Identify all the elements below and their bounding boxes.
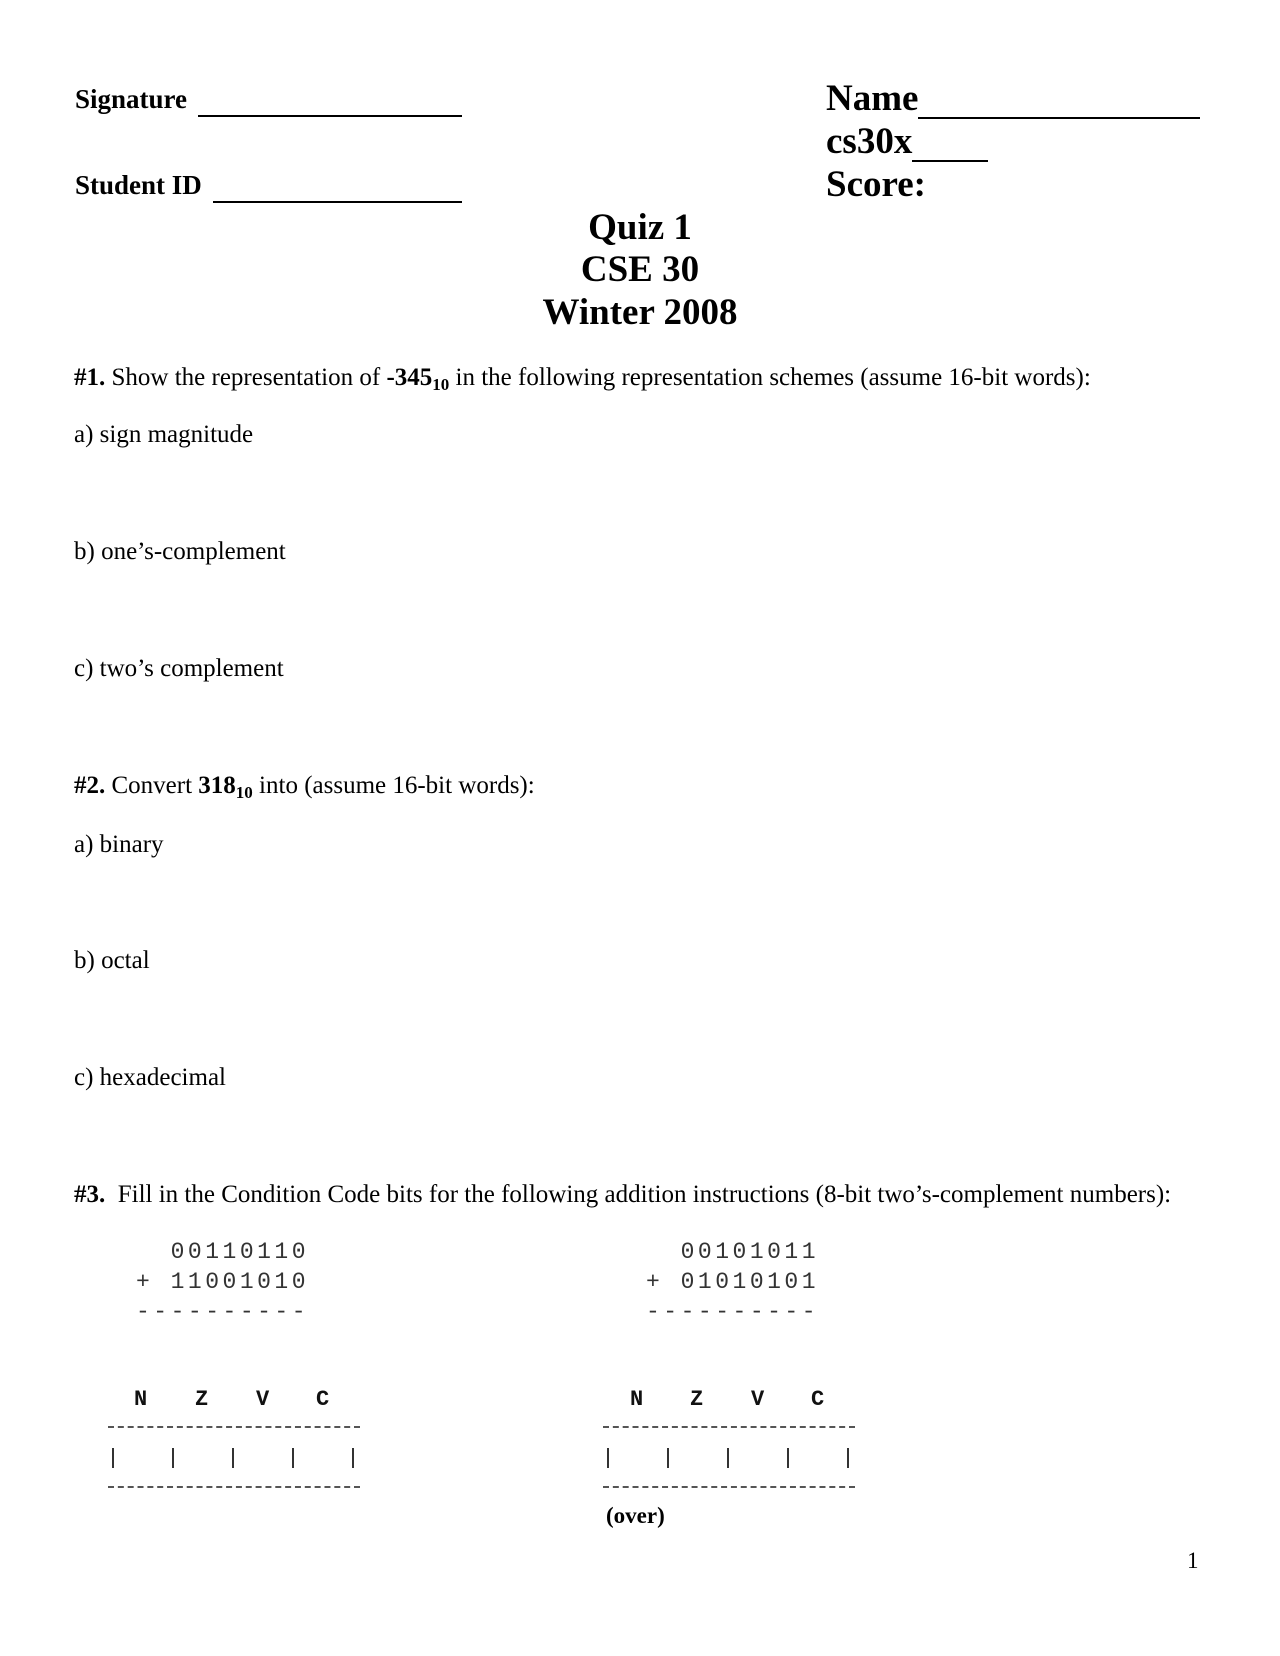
name-field xyxy=(826,80,1200,119)
question-1-base: 10 xyxy=(432,375,450,394)
problem-1-sum-rule: ---------- xyxy=(136,1299,310,1325)
question-1-part-a: a) sign magnitude xyxy=(74,421,254,448)
cc-table-1-bottom-border xyxy=(108,1486,360,1488)
cc-table-1-divider xyxy=(352,1448,354,1468)
cc-table-2-divider xyxy=(607,1448,609,1468)
cc-table-2-top-border xyxy=(603,1426,855,1428)
student-id-line[interactable] xyxy=(213,170,462,203)
problem-2-operand-2: + 01010101 xyxy=(646,1269,820,1295)
cc-table-1-divider xyxy=(112,1448,114,1468)
cc-table-2-divider xyxy=(847,1448,849,1468)
page-number: 1 xyxy=(1187,1548,1199,1573)
question-2 xyxy=(74,772,535,800)
cc-table-1-top-border xyxy=(108,1426,360,1428)
problem-2-operand-1: 00101011 xyxy=(646,1239,820,1265)
cc-table-2-divider xyxy=(667,1448,669,1468)
question-3-text: Fill in the Condition Code bits for the following addition instructions (8-bit two’s-complement numbers): xyxy=(117,1181,1172,1208)
problem-1-operand-2: + 11001010 xyxy=(136,1269,310,1295)
student-id-label: Student ID xyxy=(75,170,202,200)
question-2-text-after: into (assume 16-bit words): xyxy=(252,772,535,799)
question-2-part-a: a) binary xyxy=(74,831,164,858)
cc-table-2-divider xyxy=(787,1448,789,1468)
cc-table-2-label-c: C xyxy=(811,1387,825,1412)
cc-table-1-label-n: N xyxy=(134,1387,148,1412)
question-2-number: #2. xyxy=(74,772,106,799)
question-3-number: #3. xyxy=(74,1181,106,1208)
question-1-part-b: b) one’s-complement xyxy=(74,538,286,565)
cc-table-1-divider xyxy=(232,1448,234,1468)
question-1 xyxy=(74,364,1091,392)
term-title: Winter 2008 xyxy=(542,292,738,333)
cc-table-2-label-v: V xyxy=(751,1387,765,1412)
quiz-title: Quiz 1 xyxy=(588,207,692,248)
course-title: CSE 30 xyxy=(580,249,700,290)
cc-table-2-label-n: N xyxy=(630,1387,644,1412)
question-1-text-before: Show the representation of xyxy=(111,364,387,391)
question-1-part-c: c) two’s complement xyxy=(74,655,284,682)
section-label: cs30x xyxy=(826,121,913,162)
problem-2-sum-rule: ---------- xyxy=(646,1299,820,1325)
signature-label: Signature xyxy=(75,84,188,114)
name-label: Name xyxy=(826,78,919,119)
question-2-part-b: b) octal xyxy=(74,947,150,974)
cc-table-1-label-c: C xyxy=(316,1387,330,1412)
cc-table-1-divider xyxy=(172,1448,174,1468)
signature-line[interactable] xyxy=(198,84,462,117)
question-3 xyxy=(74,1181,1171,1209)
question-1-value: -345 xyxy=(386,364,433,391)
cc-table-2-divider xyxy=(727,1448,729,1468)
question-1-number: #1. xyxy=(74,364,106,391)
cc-table-2-label-z: Z xyxy=(690,1387,704,1412)
question-2-part-c: c) hexadecimal xyxy=(74,1064,226,1091)
cc-table-1-label-v: V xyxy=(256,1387,270,1412)
cc-table-1-divider xyxy=(292,1448,294,1468)
section-field xyxy=(826,123,988,162)
signature-field xyxy=(75,84,462,117)
cc-table-2-bottom-border xyxy=(603,1486,855,1488)
section-line[interactable] xyxy=(912,123,988,162)
name-line[interactable] xyxy=(918,80,1200,119)
question-1-text-after: in the following representation schemes (assume 16-bit words): xyxy=(449,364,1091,391)
student-id-field xyxy=(75,170,462,203)
cc-table-1-label-z: Z xyxy=(195,1387,209,1412)
question-2-value: 318 xyxy=(198,772,236,799)
question-2-base: 10 xyxy=(235,783,253,802)
over-note: (over) xyxy=(606,1503,665,1528)
score-label: Score: xyxy=(826,164,926,205)
problem-1-operand-1: 00110110 xyxy=(136,1239,310,1265)
question-2-text-before: Convert xyxy=(111,772,199,799)
